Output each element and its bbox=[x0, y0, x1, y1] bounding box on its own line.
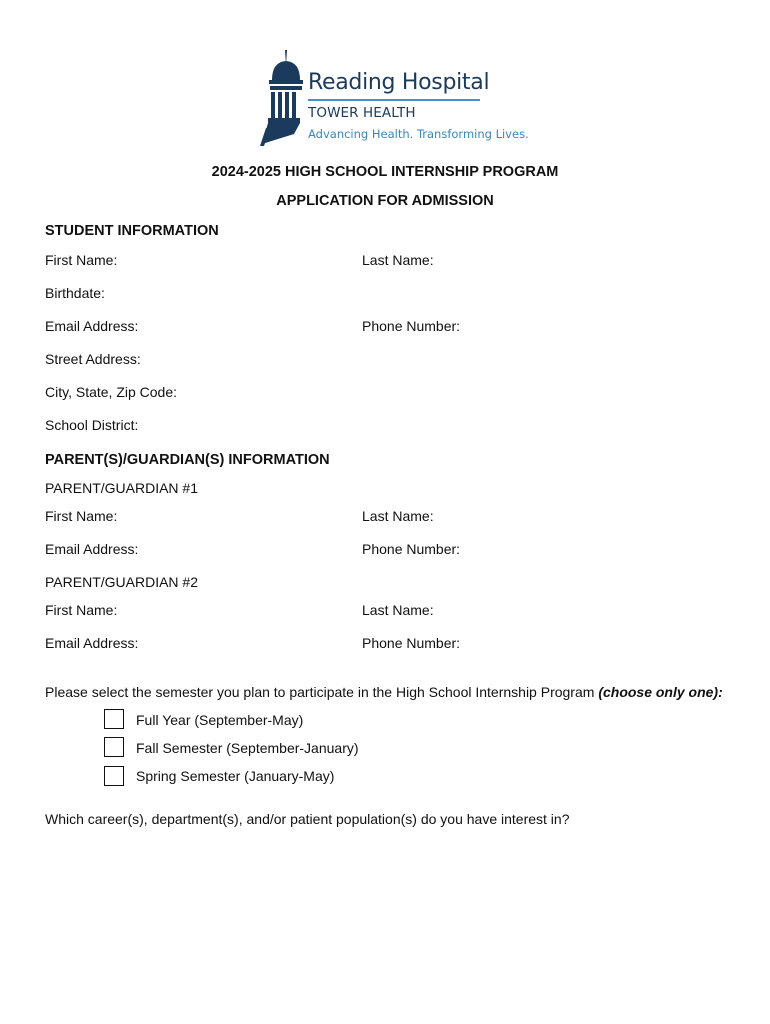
student-city-state-zip-label: City, State, Zip Code: bbox=[45, 384, 178, 400]
tower-logo-icon bbox=[258, 46, 306, 148]
semester-prompt-text: Please select the semester you plan to participate in the High School Internship Program bbox=[45, 684, 599, 700]
full-year-checkbox[interactable] bbox=[104, 709, 124, 729]
guardian-1-phone-label: Phone Number: bbox=[362, 541, 461, 557]
guardian-1-heading: PARENT/GUARDIAN #1 bbox=[45, 480, 198, 496]
spring-semester-option-label: Spring Semester (January-May) bbox=[136, 768, 335, 784]
logo-subtitle: TOWER HEALTH bbox=[308, 105, 416, 121]
guardian-2-phone-label: Phone Number: bbox=[362, 635, 461, 651]
logo-divider bbox=[308, 99, 480, 101]
student-birthdate-label: Birthdate: bbox=[45, 285, 105, 301]
document-title: 2024-2025 HIGH SCHOOL INTERNSHIP PROGRAM bbox=[211, 164, 559, 180]
student-first-name-label: First Name: bbox=[45, 252, 118, 268]
fall-semester-option-label: Fall Semester (September-January) bbox=[136, 740, 359, 756]
guardian-1-last-name-label: Last Name: bbox=[362, 508, 434, 524]
guardian-2-first-name-label: First Name: bbox=[45, 602, 118, 618]
document-subtitle: APPLICATION FOR ADMISSION bbox=[276, 193, 494, 209]
guardian-1-first-name-label: First Name: bbox=[45, 508, 118, 524]
guardian-section-heading: PARENT(S)/GUARDIAN(S) INFORMATION bbox=[45, 452, 330, 468]
student-phone-label: Phone Number: bbox=[362, 318, 461, 334]
full-year-option-label: Full Year (September-May) bbox=[136, 712, 304, 728]
interest-question: Which career(s), department(s), and/or patient population(s) do you have interest in? bbox=[45, 811, 570, 827]
guardian-1-email-label: Email Address: bbox=[45, 541, 139, 557]
student-school-district-label: School District: bbox=[45, 417, 139, 433]
guardian-2-email-label: Email Address: bbox=[45, 635, 139, 651]
spring-semester-checkbox[interactable] bbox=[104, 766, 124, 786]
fall-semester-checkbox[interactable] bbox=[104, 737, 124, 757]
logo-tagline: Advancing Health. Transforming Lives. bbox=[308, 127, 529, 141]
semester-prompt-emphasis: (choose only one): bbox=[598, 684, 723, 700]
logo-name: Reading Hospital bbox=[308, 70, 490, 95]
student-last-name-label: Last Name: bbox=[362, 252, 434, 268]
guardian-2-heading: PARENT/GUARDIAN #2 bbox=[45, 574, 198, 590]
student-section-heading: STUDENT INFORMATION bbox=[45, 223, 219, 239]
student-email-label: Email Address: bbox=[45, 318, 139, 334]
semester-prompt bbox=[45, 684, 723, 700]
guardian-2-last-name-label: Last Name: bbox=[362, 602, 434, 618]
student-street-label: Street Address: bbox=[45, 351, 141, 367]
